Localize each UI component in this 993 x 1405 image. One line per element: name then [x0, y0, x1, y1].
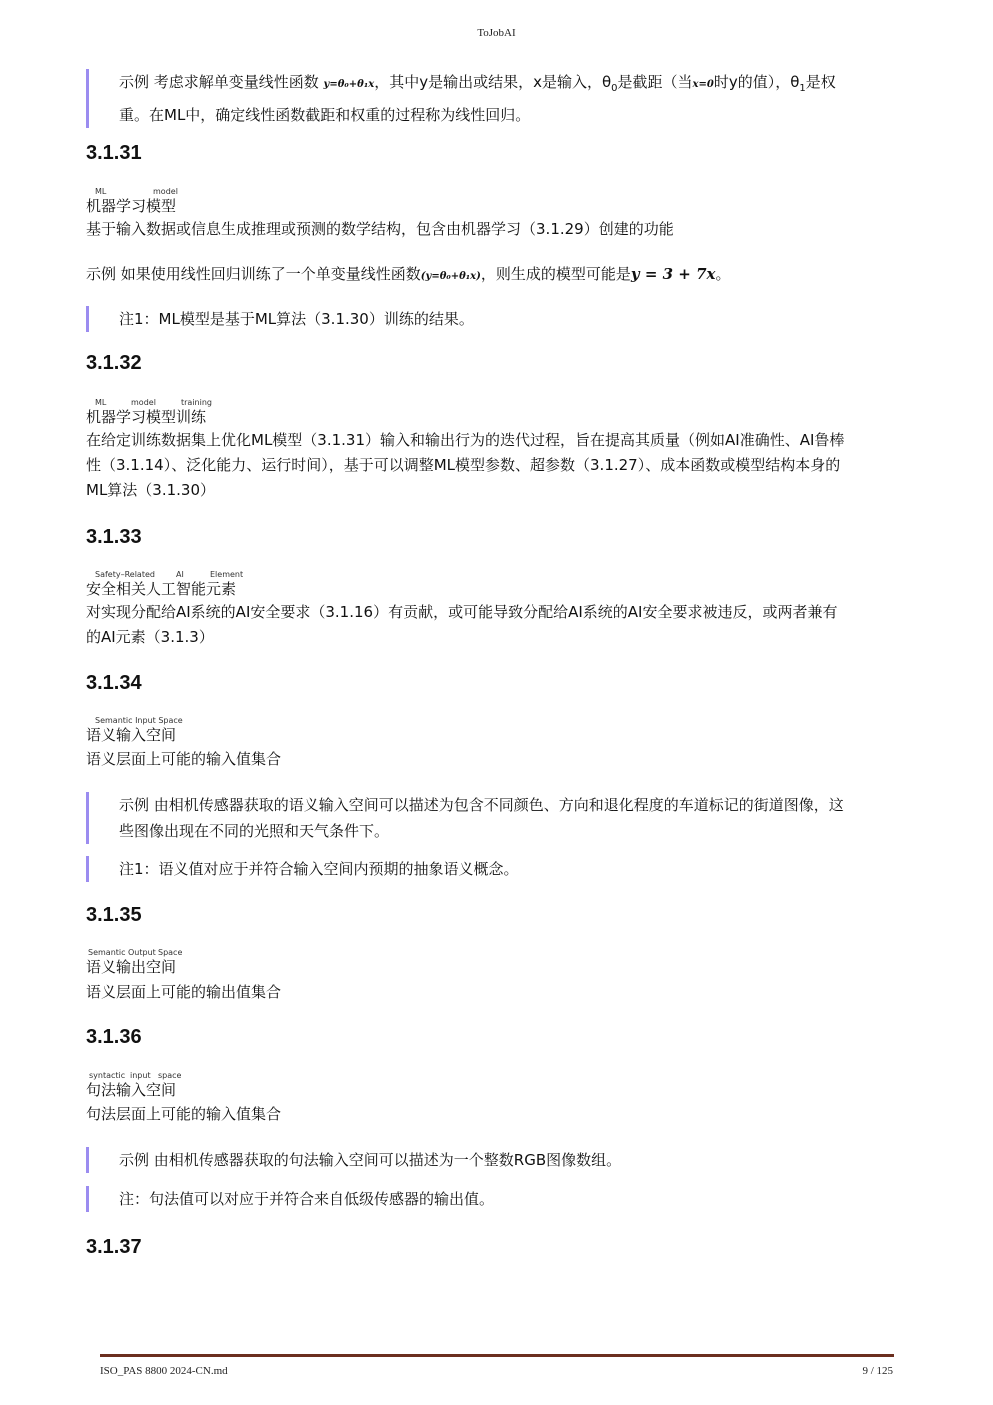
- note-block: 注1：ML模型是基于ML算法（3.1.30）训练的结果。: [86, 306, 908, 332]
- section-number: 3.1.37: [86, 1236, 142, 1258]
- note-block: 注1：语义值对应于并符合输入空间内预期的抽象语义概念。: [86, 856, 908, 882]
- example-block: 示例 由相机传感器获取的语义输入空间可以描述为包含不同颜色、方向和退化程度的车道标记的街道图像，这 些图像出现在不同的光照和天气条件下。: [86, 792, 908, 844]
- section-number: 3.1.32: [86, 352, 142, 374]
- example-block-top: [86, 69, 908, 128]
- example-line-1: 示例 考虑求解单变量线性函数 y=θ₀+θ₁x，其中y是输出或结果，x是输入，$\theta_0$是截距（当x=0时y的值），$\theta_1$是权: [119, 73, 836, 94]
- term: 语义输出空间: [86, 958, 177, 976]
- term: 机器学习模型训练: [86, 408, 207, 426]
- note-block: 注：句法值可以对应于并符合来自低级传感器的输出值。: [86, 1186, 908, 1212]
- footer-page-number: 9 / 125: [862, 1365, 893, 1377]
- math-x-zero: x=0: [692, 79, 714, 90]
- section-number: 3.1.31: [86, 142, 142, 164]
- definition: 在给定训练数据集上优化ML模型（3.1.31）输入和输出行为的迭代过程，旨在提高其质量（例如AI准确性、AI鲁棒 性（3.1.14）、泛化能力、运行时间），基于可以调整ML模型参数、超参数（3.1.27）、成本函数或模型结构本身的 ML算法（3.1.30）: [86, 431, 845, 499]
- term: 句法输入空间: [86, 1081, 177, 1099]
- footer-rule: [100, 1354, 894, 1357]
- term: 语义输入空间: [86, 726, 177, 744]
- example-line-2: 重。在ML中，确定线性函数截距和权重的过程称为线性回归。: [119, 106, 531, 124]
- page-header: ToJobAI: [477, 27, 516, 39]
- term: 安全相关人工智能元素: [86, 580, 237, 598]
- term: 机器学习模型: [86, 197, 177, 215]
- section-number: 3.1.34: [86, 672, 142, 694]
- definition: 基于输入数据或信息生成推理或预测的数学结构，包含由机器学习（3.1.29）创建的功能: [86, 220, 674, 238]
- definition: 语义层面上可能的输出值集合: [86, 983, 282, 1001]
- math-expression: (y=θ₀+θ₁x): [420, 271, 481, 282]
- example: 示例 如果使用线性回归训练了一个单变量线性函数(y=θ₀+θ₁x)，则生成的模型可能是y = 3 + 7x。: [86, 265, 731, 283]
- section-number: 3.1.33: [86, 526, 142, 548]
- definition: 对实现分配给AI系统的AI安全要求（3.1.16）有贡献，或可能导致分配给AI系统的AI安全要求被违反，或两者兼有 的AI元素（3.1.3）: [86, 603, 838, 646]
- section-number: 3.1.35: [86, 904, 142, 926]
- definition: 语义层面上可能的输入值集合: [86, 750, 282, 768]
- math-model-result: y = 3 + 7x: [630, 265, 716, 283]
- math-linear-function: y=θ₀+θ₁x: [323, 79, 375, 90]
- section-number: 3.1.36: [86, 1026, 142, 1048]
- definition: 句法层面上可能的输入值集合: [86, 1105, 282, 1123]
- footer-filename: ISO_PAS 8800 2024-CN.md: [100, 1365, 228, 1377]
- example-block: 示例 由相机传感器获取的句法输入空间可以描述为一个整数RGB图像数组。: [86, 1147, 908, 1173]
